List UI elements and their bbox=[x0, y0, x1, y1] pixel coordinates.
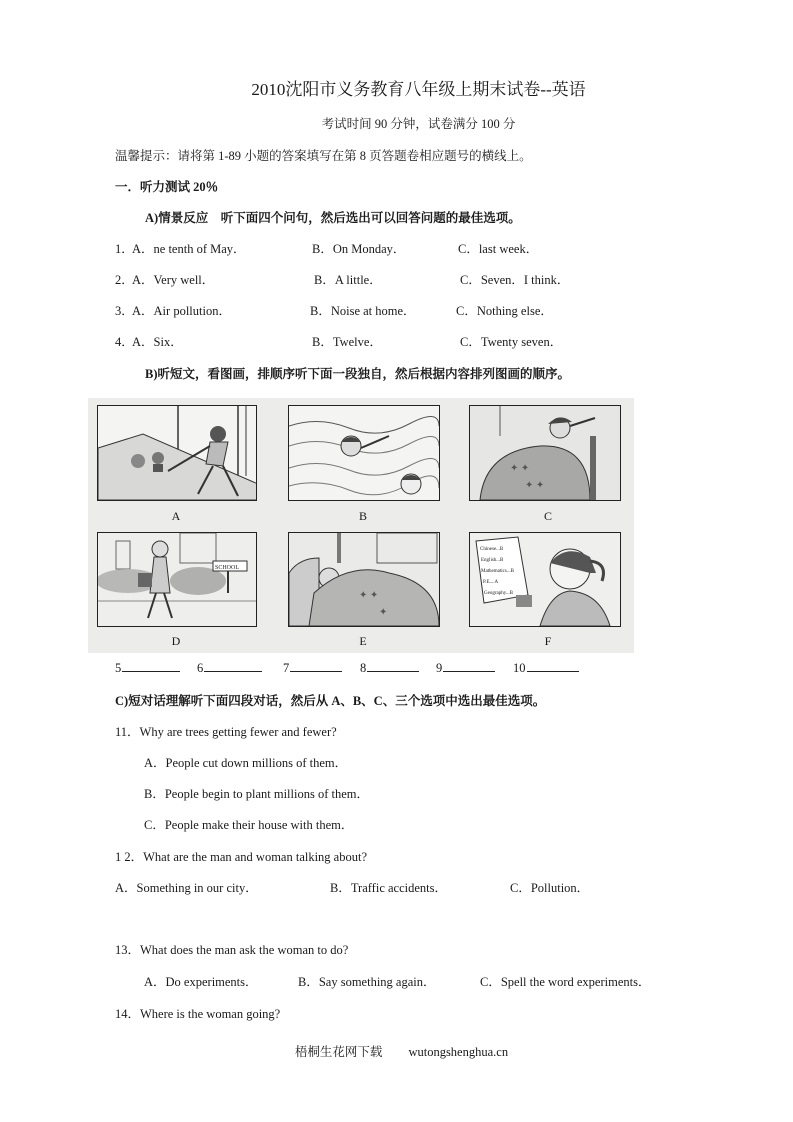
svg-text:SCHOOL: SCHOOL bbox=[215, 565, 240, 571]
exam-info: 考试时间 90 分钟，试卷满分 100 分 bbox=[321, 117, 516, 131]
picture-sequence-panel bbox=[88, 398, 634, 653]
question-number: 3． bbox=[115, 304, 134, 318]
option-a: A．Something in our city． bbox=[115, 881, 258, 895]
page-footer bbox=[0, 1042, 793, 1060]
svg-text:✦: ✦ bbox=[379, 607, 388, 618]
picture-e bbox=[288, 532, 440, 627]
question-number: 2． bbox=[115, 273, 134, 287]
option-c: C．Twenty seven． bbox=[460, 335, 563, 349]
option-a: A．Air pollution． bbox=[132, 304, 231, 318]
svg-text:Chinese...B: Chinese...B bbox=[480, 547, 504, 552]
option-c: C．Nothing else． bbox=[456, 304, 553, 318]
picture-c-label: C bbox=[543, 509, 552, 523]
option-b: B．Traffic accidents． bbox=[330, 881, 447, 895]
part-b-instruction: B)听短文，看图画，排顺序听下面一段独自，然后根据内容排列图画的顺序。 bbox=[145, 367, 571, 381]
swimming-illustration bbox=[289, 406, 439, 500]
question-text: 14．Where is the woman going? bbox=[115, 1007, 281, 1021]
svg-text:Mathematics...B: Mathematics...B bbox=[481, 569, 514, 574]
option-a: A．Very well． bbox=[132, 273, 215, 287]
picture-d bbox=[97, 532, 257, 627]
option-b: B．People begin to plant millions of them． bbox=[144, 787, 369, 801]
page-title: 2010沈阳市义务教育八年级上期末试卷--英语 bbox=[251, 80, 586, 99]
watering-plants-illustration bbox=[98, 406, 256, 500]
option-a: A．Six． bbox=[132, 335, 183, 349]
option-b: B．A little． bbox=[314, 273, 382, 287]
option-a: A．Do experiments． bbox=[144, 975, 258, 989]
answer-blank-7[interactable]: 7 bbox=[283, 660, 342, 676]
picture-f-label: F bbox=[544, 634, 552, 648]
option-c: C．People make their house with them． bbox=[144, 818, 354, 832]
question-number: 1． bbox=[115, 242, 134, 256]
option-b: B．Twelve． bbox=[312, 335, 382, 349]
option-b: B．Say something again． bbox=[298, 975, 436, 989]
picture-b bbox=[288, 405, 440, 501]
option-b: B．On Monday． bbox=[312, 242, 406, 256]
svg-text:✦ ✦: ✦ ✦ bbox=[359, 590, 379, 601]
instructions-tip: 温馨提示：请将第 1-89 小题的答案填写在第 8 页答题卷相应题号的横线上。 bbox=[115, 149, 532, 163]
waking-up-illustration bbox=[470, 406, 620, 500]
report-card-illustration bbox=[470, 533, 620, 626]
option-c: C．Pollution． bbox=[510, 881, 590, 895]
footer-site-url[interactable]: wutongshenghua.cn bbox=[408, 1045, 509, 1059]
sleeping-illustration bbox=[289, 533, 439, 626]
section-heading-listening: 一．听力测试 20％ bbox=[115, 180, 219, 194]
part-a-instruction: A)情景反应 听下面四个问句，然后选出可以回答问题的最佳选项。 bbox=[145, 211, 521, 225]
answer-blank-8[interactable]: 8 bbox=[360, 660, 419, 676]
picture-c bbox=[469, 405, 621, 501]
svg-text:✦ ✦: ✦ ✦ bbox=[525, 480, 545, 491]
picture-e-label: E bbox=[359, 634, 367, 648]
footer-site-name: 梧桐生花网下载 bbox=[294, 1045, 383, 1059]
question-number: 4． bbox=[115, 335, 134, 349]
picture-a bbox=[97, 405, 257, 501]
picture-a-label: A bbox=[171, 509, 181, 523]
svg-text:P.E....A: P.E....A bbox=[483, 580, 499, 585]
svg-text:English...B: English...B bbox=[481, 558, 504, 563]
answer-blank-5[interactable]: 5 bbox=[115, 660, 180, 676]
option-a: A．People cut down millions of them． bbox=[144, 756, 348, 770]
option-b: B．Noise at home． bbox=[310, 304, 416, 318]
option-c: C．Spell the word experiments． bbox=[480, 975, 651, 989]
part-c-instruction: C)短对话理解听下面四段对话，然后从 A、B、C、三个选项中选出最佳选项。 bbox=[115, 694, 546, 708]
answer-blank-9[interactable]: 9 bbox=[436, 660, 495, 676]
walking-to-school-illustration bbox=[98, 533, 256, 626]
option-c: C．last week． bbox=[458, 242, 539, 256]
answer-blank-6[interactable]: 6 bbox=[197, 660, 262, 676]
picture-f bbox=[469, 532, 621, 627]
question-text: 13．What does the man ask the woman to do? bbox=[115, 943, 349, 957]
option-c: C．Seven．I think． bbox=[460, 273, 570, 287]
picture-d-label: D bbox=[171, 634, 181, 648]
option-a: A．ne tenth of May． bbox=[132, 242, 246, 256]
picture-b-label: B bbox=[358, 509, 367, 523]
question-text: 1 2．What are the man and woman talking about? bbox=[115, 850, 368, 864]
svg-text:✦ ✦: ✦ ✦ bbox=[510, 463, 530, 474]
question-text: 11．Why are trees getting fewer and fewer? bbox=[115, 725, 337, 739]
svg-text:Geography...B: Geography...B bbox=[484, 591, 513, 596]
answer-blank-10[interactable]: 10 bbox=[513, 660, 579, 676]
